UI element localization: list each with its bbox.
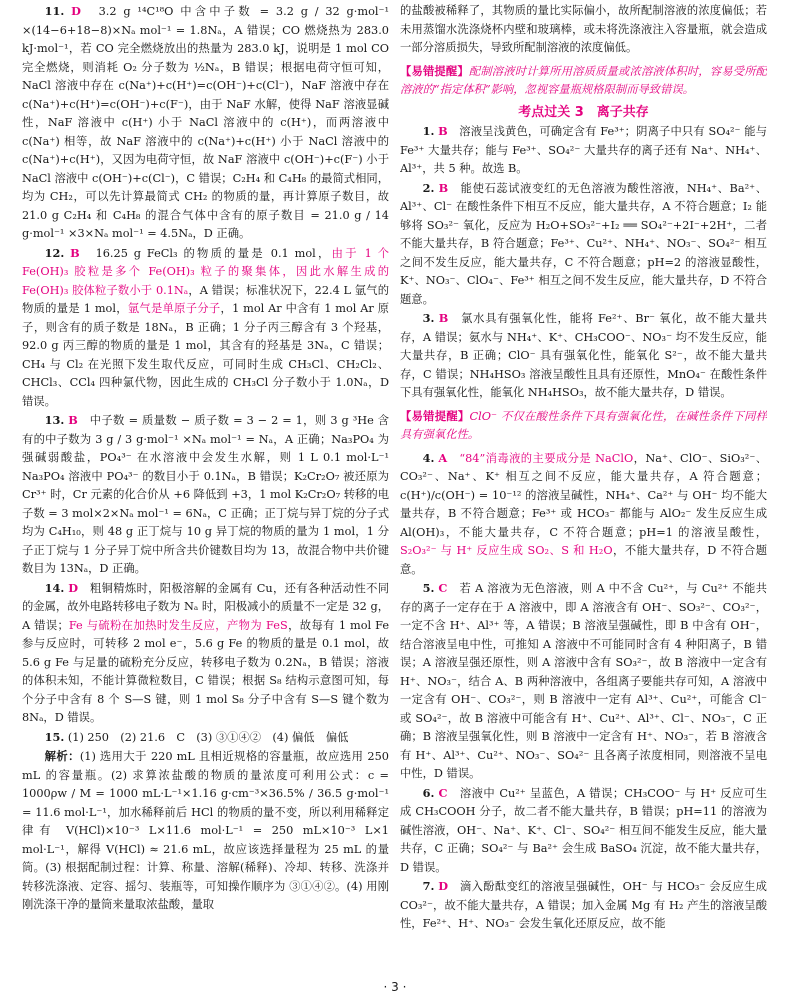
right-column — [400, 2, 767, 970]
left-column — [22, 2, 389, 972]
highlight-text: Fe 与硫粉在加热时发生反应，产物为 FeS — [68, 618, 288, 632]
answer-r2: 2. B 能使石蕊试液变红的无色溶液为酸性溶液，NH₄⁺、Ba²⁺、Al³⁺、Cl⁻ 在酸性条件下相互不反应，能大量共存，A 不符合题意；I₂ 能够将 SO₃²⁻ 氧化，反应为 H₂O+SO₃²⁻+I₂ ══ SO₄²⁻+2I⁻+2H⁺，二者不能大量共存，B 符合题意；Fe³⁺、Cu²⁺、NH₄⁺、NO₃⁻、SO₄²⁻ 相互之间不发生反应，能大量共存，C 不符合题意；pH=2 的溶液显酸性，K⁺、NO₃⁻、ClO₄⁻、Fe³⁺ 相互之间不发生反应，能大量共存，D 不符合题意。 — [400, 180, 767, 306]
answer-r3: 3. B 氯水具有强氧化性，能将 Fe²⁺、Br⁻ 氧化，故不能大量共存，A 错误；氨水与 NH₄⁺、K⁺、CH₃COO⁻、NO₃⁻ 均不发生反应，能大量共存，B 正确；ClO⁻ 具有强氧化性，能氧化 S²⁻，故不能大量共存，C 错误；NH₄HSO₃ 溶液呈酸性且具有还原性，MnO₄⁻ 在酸性条件下具有强氧化性，能氧化 NH₄HSO₃，故不能大量共存，D 错误。 — [400, 311, 767, 399]
page-number: · 3 · — [383, 980, 407, 994]
answer-r5: 5. C 若 A 溶液为无色溶液，则 A 中不含 Cu²⁺，与 Cu²⁺ 不能共存的离子一定存在于 A 溶液中，即 A 溶液含有 OH⁻、SO₃²⁻、CO₃²⁻，一定不含 H⁺、Al³⁺ 等，A 错误；B 溶液呈强碱性，即 B 中含有 OH⁻，结合溶液呈电中性，可推知 A 溶液中不可能同时含有 4 种阳离子，B 错误；A 溶液呈强还原性，则 A 溶液中含有 SO₃²⁻，故 B 溶液中一定含有 H⁺、NO₃⁻，结合 A、B 两种溶液中，各组离子要能共存可知，A 溶液中一定含有 OH⁻、CO₃²⁻，则 B 溶液中一定有 Al³⁺、Cu²⁺，可能含 Cl⁻ 或 SO₄²⁻，故 B 溶液中可能含有 H⁺、Cu²⁺、Al³⁺、Cl⁻、NO₃⁻，C 正确；B 溶液呈强氧化性，则 B 溶液中一定含有 H⁺、NO₃⁻，若 B 溶液含有 H⁺、Al³⁺、Cu²⁺、NO₃⁻、SO₄²⁻ 且各离子浓度相同，则溶液不呈电中性，D 错误。 — [400, 581, 767, 780]
section-title: 考点过关 3 离子共存 — [518, 104, 649, 120]
answer-13: 13. B 中子数 = 质量数 − 质子数 = 3 − 2 = 1，则 3 g ³He 含有的中子数为 3 g / 3 g·mol⁻¹ ×Nₐ mol⁻¹ = Nₐ，A 正确；Na₃PO₄ 为强碱弱酸盐，PO₄³⁻ 在水溶液中会发生水解，则 1 L 0.1 mol·L⁻¹ Na₃PO₄ 溶液中 PO₄³⁻ 的数目小于 0.1Nₐ，B 错误；K₂Cr₂O₇ 被还原为 Cr³⁺ 时，Cr 元素的化合价从 +6 降低到 +3，1 mol K₂Cr₂O₇ 转移的电子数 = 3 mol×2×Nₐ mol⁻¹ = 6Nₐ，C 正确；正丁烷与异丁烷的分子式均为 C₄H₁₀，则 48 g 正丁烷与 10 g 异丁烷的物质的量为 1 mol，1 分子正丁烷与 1 分子异丁烷中所含共价键数目均为 13，故混合物中共价键数目为 13Nₐ，D 正确。 — [22, 413, 389, 575]
answer-15-continued: 的盐酸被稀释了，其物质的量比实际偏小，故所配制溶液的浓度偏低；若未用蒸馏水洗涤烧杯内壁和玻璃棒，或未将洗涤液注入容量瓶，就会造成一部分溶质损失，导致所配制溶液的浓度偏低。 — [400, 4, 767, 54]
highlight-text: “84”消毒液的主要成分是 NaClO — [459, 451, 634, 465]
answer-15: 15. (1) 250 (2) 21.6 C (3) ③①④② (4) 偏低 偏低 — [44, 729, 349, 744]
error-tip: 【易错提醒】配制溶液时计算所用溶质质量或浓溶液体积时，容易受所配溶液的“指定体积”影响，忽视容量瓶规格限制而导致错误。 — [400, 63, 767, 96]
answer-r7: 7. D 滴入酚酞变红的溶液呈强碱性，OH⁻ 与 HCO₃⁻ 会反应生成 CO₃²⁻，故不能大量共存，A 错误；加入金属 Mg 有 H₂ 产生的溶液呈酸性，Fe²⁺、H⁺、NO₃⁻ 会发生氧化还原反应，故不能 — [400, 879, 767, 930]
answer-15-explanation: 解析：(1) 选用大于 220 mL 且相近规格的容量瓶，故应选用 250 mL 的容量瓶。(2) 求算浓盐酸的物质的量浓度可利用公式：c = 1000ρw / M = 1000 mL·L⁻¹×1.16 g·cm⁻³×36.5% / 36.5 g·mol⁻¹ = 11.6 mol·L⁻¹，加水稀释前后 HCl 的物质的量不变，所以利用稀释定律有 V(HCl)×10⁻³ L×11.6 mol·L⁻¹ = 250 mL×10⁻³ L×1 mol·L⁻¹，解得 V(HCl) ≈ 21.6 mL，故应该选择量程为 25 mL 的量筒。(3) 根据配制过程：计算、称量、溶解(稀释)、冷却、转移、洗涤并转移洗涤液、定容、摇匀、装瓶等，可知操作顺序为 ③①④②。(4) 用刚刚洗涤干净的量筒来量取浓盐酸，量取 — [22, 749, 389, 911]
answer-r1: 1. B 溶液呈浅黄色，可确定含有 Fe³⁺；阴离子中只有 SO₄²⁻ 能与 Fe³⁺ 大量共存；能与 Fe³⁺、SO₄²⁻ 大量共存的离子还有 Na⁺、NH₄⁺、Al³⁺，共 5 种。故选 B。 — [400, 124, 767, 175]
answer-r6: 6. C 溶液中 Cu²⁺ 呈蓝色，A 错误；CH₃COO⁻ 与 H⁺ 反应可生成 CH₃COOH 分子，故二者不能大量共存，B 错误；pH=11 的溶液为碱性溶液，OH⁻、Na⁺、K⁺、Cl⁻、SO₄²⁻ 相互间不能发生反应，能大量共存，C 正确；SO₄²⁻ 与 Ba²⁺ 会生成 BaSO₄ 沉淀，故不能大量共存，D 错误。 — [400, 785, 767, 874]
answer-11: 11. D 3.2 g ¹⁴C¹⁸O 中含中子数 = 3.2 g / 32 g·mol⁻¹ ×(14−6+18−8)×Nₐ mol⁻¹ = 1.8Nₐ，A 错误；CO 燃烧热为 283.0 kJ·mol⁻¹，若 CO 完全燃烧放出的热量为 283.0 kJ，说明是 1 mol CO 完全燃烧，则消耗 O₂ 分子数为 ½Nₐ，B 错误；根据电荷守恒可知，NaCl 溶液中存在 c(Na⁺)+c(H⁺)=c(OH⁻)+c(Cl⁻)，NaF 溶液中存在 c(Na⁺)+c(H⁺)=c(OH⁻)+c(F⁻)，由于 NaF 水解，使得 NaF 溶液显碱性，NaF 溶液中 c(H⁺) 小于 NaCl 溶液中的 c(H⁺)，而两溶液中 c(Na⁺) 相等，故 NaF 溶液中的 c(Na⁺)+c(H⁺) 小于 NaCl 溶液中的 c(Na⁺)+c(H⁺)，又因为电荷守恒，故 NaF 溶液中 c(OH⁻)+c(F⁻) 小于 NaCl 溶液中 c(OH⁻)+c(Cl⁻)，C 错误；C₂H₄ 和 C₄H₈ 的最简式相同，均为 CH₂，可以先计算最简式 CH₂ 的物质的量，再计算原子数目，故 21.0 g C₂H₄ 和 C₄H₈ 的混合气体中含有的原子数目 = 21.0 g / 14 g·mol⁻¹ ×3×Nₐ mol⁻¹ = 4.5Nₐ，D 正确。 — [22, 4, 389, 240]
error-tip: 【易错提醒】ClO⁻ 不仅在酸性条件下具有强氧化性，在碱性条件下同样具有强氧化性。 — [400, 408, 767, 441]
answer-14: 14. D 粗铜精炼时，阳极溶解的金属有 Cu，还有各种活动性不同的金属，故外电路转移电子数为 Nₐ 时，阳极减小的质量不一定是 32 g，A 错误；Fe 与硫粉在加热时发生反应，产物为 FeS，故每有 1 mol Fe 参与反应时，可转移 2 mol e⁻，5.6 g Fe 的物质的量是 0.1 mol，故 5.6 g Fe 与足量的硫粉充分反应，转移电子数为 0.2Nₐ，B 错误；溶液的体积未知，不能计算微粒数目，C 错误；根据 S₈ 结构示意图可知，每个分子中含有 8 个 S—S 键，则 1 mol S₈ 分子中含有 S—S 键个数为 8Nₐ，D 错误。 — [22, 580, 389, 724]
answer-12: 12. B 16.25 g FeCl₃ 的物质的量是 0.1 mol，由于 1 个 Fe(OH)₃ 胶粒是多个 Fe(OH)₃ 粒子的聚集体，因此水解生成的 Fe(OH)₃ 胶体粒子数小于 0.1Nₐ，A 错误；标准状况下，22.4 L 氩气的物质的量是 1 mol，氩气是单原子分子，1 mol Ar 中含有 1 mol Ar 原子，则含有的质子数是 18Nₐ，B 正确；1 分子丙三醇含有 3 个羟基，92.0 g 丙三醇的物质的量是 1 mol，其含有的羟基是 3Nₐ，C 错误；CH₄ 与 Cl₂ 在光照下发生取代反应，可同时生成 CH₃Cl、CH₂Cl₂、CHCl₃、CCl₄ 四种氯代物，因此生成的 CH₃Cl 分子数小于 1.0Nₐ，D 错误。 — [22, 245, 389, 408]
highlight-text: S₂O₃²⁻ 与 H⁺ 反应生成 SO₂、S 和 H₂O — [400, 544, 613, 557]
highlight-text: 由于 1 个 Fe(OH)₃ 胶粒是多个 Fe(OH)₃ 粒子的聚集体，因此水解生成的 Fe(OH)₃ 胶体粒子数小于 0.1Nₐ — [22, 246, 389, 297]
answer-r4: 4. A “84”消毒液的主要成分是 NaClO，Na⁺、ClO⁻、SiO₃²⁻、CO₃²⁻、Na⁺、K⁺ 相互之间不反应，能大量共存，A 符合题意；c(H⁺)/c(OH⁻) = 10⁻¹² 的溶液呈碱性，NH₄⁺、Ca²⁺ 与 OH⁻ 均不能大量共存，B 不符合题意；Fe³⁺ 或 HCO₃⁻ 都能与 AlO₂⁻ 发生反应生成 Al(OH)₃，不能大量共存，C 不符合题意；pH=1 的溶液呈酸性，S₂O₃²⁻ 与 H⁺ 反应生成 SO₂、S 和 H₂O，不能大量共存，D 不符合题意。 — [400, 450, 767, 576]
highlight-text: 氩气是单原子分子 — [127, 302, 221, 315]
